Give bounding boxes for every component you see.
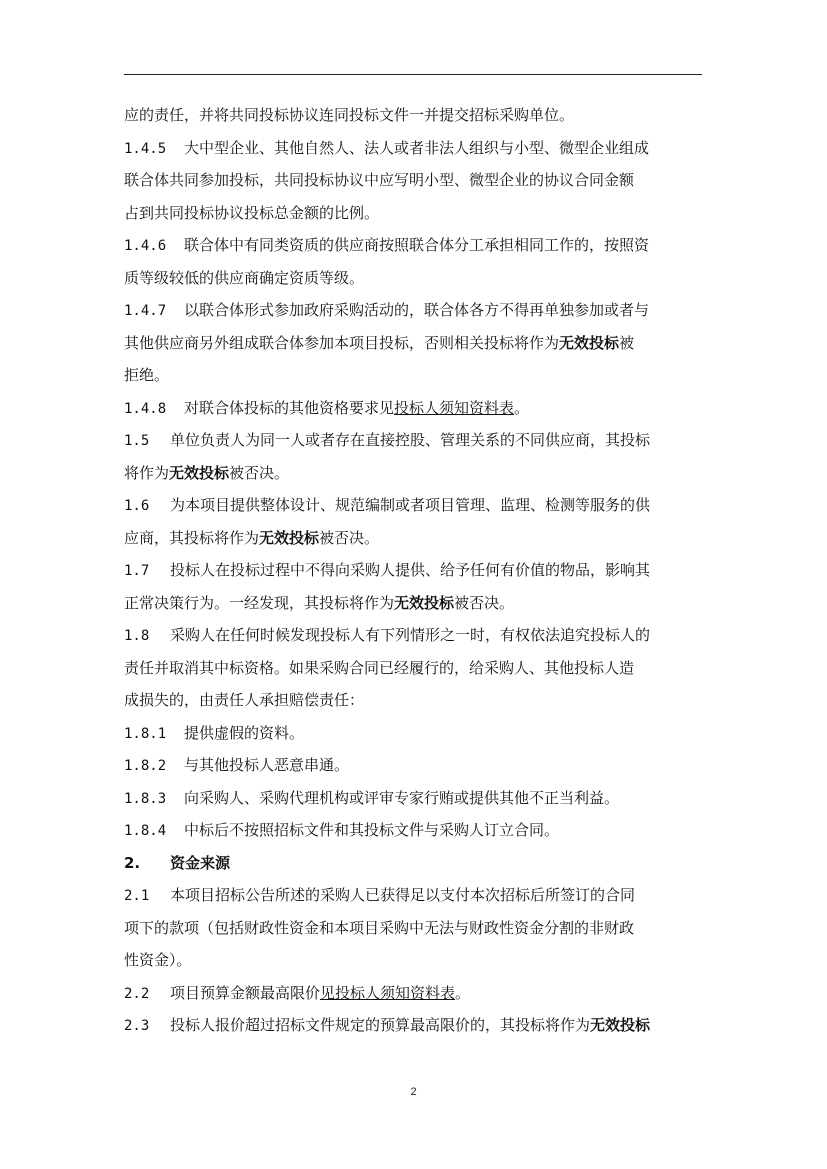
- paragraph-line: 应商，其投标将作为无效投标被否决。: [124, 528, 380, 547]
- paragraph-line: 2.2 项目预算金额最高限价见投标人须知资料表。: [124, 977, 704, 1010]
- paragraph-line: 占到共同投标协议投标总金额的比例。: [124, 203, 380, 222]
- paragraph-line: 2.1 本项目招标公告所述的采购人已获得足以支付本次招标后所签订的合同: [124, 879, 704, 912]
- paragraph-line: 1.6 为本项目提供整体设计、规范编制或者项目管理、监理、检测等服务的供: [124, 489, 704, 522]
- clause-number: 1.8.2: [124, 758, 167, 774]
- bidder-instructions-link[interactable]: 投标人须知资料表: [394, 398, 515, 417]
- paragraph-line: 1.4.5 大中型企业、其他自然人、法人或者非法人组织与小型、微型企业组成: [124, 132, 704, 165]
- paragraph-line: 1.4.6 联合体中有同类资质的供应商按照联合体分工承担相同工作的，按照资: [124, 229, 704, 262]
- clause-number: 1.6: [124, 498, 150, 514]
- clause-number: 1.8.3: [124, 790, 167, 807]
- clause-number: 1.8.4: [124, 823, 167, 839]
- page-number: 2: [410, 1086, 417, 1098]
- paragraph-line: 1.8.3 向采购人、采购代理机构或评审专家行贿或提供其他不正当利益。: [124, 782, 704, 815]
- clause-number: 2.3: [124, 1018, 150, 1034]
- paragraph-line: 1.8.1 提供虚假的资料。: [124, 717, 704, 750]
- header-rule: [124, 74, 702, 75]
- paragraph-line: 质等级较低的供应商确定资质等级。: [124, 268, 365, 287]
- document-body: [124, 99, 704, 1042]
- clause-number: 1.5: [124, 433, 150, 449]
- paragraph-line: 1.5 单位负责人为同一人或者存在直接控股、管理关系的不同供应商，其投标: [124, 424, 704, 457]
- paragraph-line: 1.8.2 与其他投标人恶意串通。: [124, 749, 704, 782]
- paragraph-line: 1.8.4 中标后不按照招标文件和其投标文件与采购人订立合同。: [124, 814, 704, 847]
- paragraph-line: 1.4.8 对联合体投标的其他资格要求见投标人须知资料表。: [124, 392, 704, 425]
- invalid-bid-emphasis: 无效投标: [169, 463, 230, 482]
- invalid-bid-emphasis: 无效投标: [394, 593, 455, 612]
- paragraph-line: 将作为无效投标被否决。: [124, 463, 290, 482]
- paragraph-line: 责任并取消其中标资格。如果采购合同已经履行的，给采购人、其他投标人造: [124, 658, 635, 677]
- paragraph-line: 成损失的，由责任人承担赔偿责任：: [124, 691, 365, 709]
- invalid-bid-emphasis: 无效投标: [590, 1016, 651, 1034]
- clause-number: 1.8.1: [124, 725, 167, 742]
- paragraph-line: 拒绝。: [124, 366, 170, 384]
- clause-number: 1.4.7: [124, 303, 167, 319]
- clause-number: 1.8: [124, 628, 150, 644]
- paragraph-line: 应的责任，并将共同投标协议连同投标文件一并提交招标采购单位。: [124, 106, 575, 124]
- clause-number: 1.4.8: [124, 400, 167, 417]
- clause-number: 2.1: [124, 888, 150, 904]
- clause-number: 1.7: [124, 563, 150, 579]
- invalid-bid-emphasis: 无效投标: [559, 333, 620, 352]
- paragraph-line: 项下的款项（包括财政性资金和本项目采购中无法与财政性资金分割的非财政: [124, 918, 635, 937]
- bidder-instructions-link[interactable]: 见投标人须知资料表: [320, 983, 456, 1002]
- paragraph-line: 1.4.7 以联合体形式参加政府采购活动的，联合体各方不得再单独参加或者与: [124, 294, 704, 327]
- paragraph-line: 联合体共同参加投标，共同投标协议中应写明小型、微型企业的协议合同金额: [124, 171, 635, 189]
- paragraph-line: 正常决策行为。一经发现，其投标将作为无效投标被否决。: [124, 593, 515, 612]
- clause-number: 1.4.5: [124, 140, 167, 157]
- paragraph-line: 1.8 采购人在任何时候发现投标人有下列情形之一时，有权依法追究投标人的: [124, 619, 704, 652]
- section-number: 2.: [124, 853, 141, 872]
- paragraph-line: 其他供应商另外组成联合体参加本项目投标，否则相关投标将作为无效投标被: [124, 333, 635, 352]
- paragraph-line: 性资金）。: [124, 951, 192, 969]
- clause-number: 1.4.6: [124, 238, 167, 254]
- clause-number: 2.2: [124, 985, 150, 1002]
- section-title: 资金来源: [170, 853, 231, 872]
- invalid-bid-emphasis: 无效投标: [259, 528, 320, 547]
- paragraph-line: 1.7 投标人在投标过程中不得向采购人提供、给予任何有价值的物品，影响其: [124, 554, 704, 587]
- paragraph-line: 2.3 投标人报价超过招标文件规定的预算最高限价的，其投标将作为无效投标: [124, 1009, 704, 1042]
- section-heading: [124, 847, 704, 880]
